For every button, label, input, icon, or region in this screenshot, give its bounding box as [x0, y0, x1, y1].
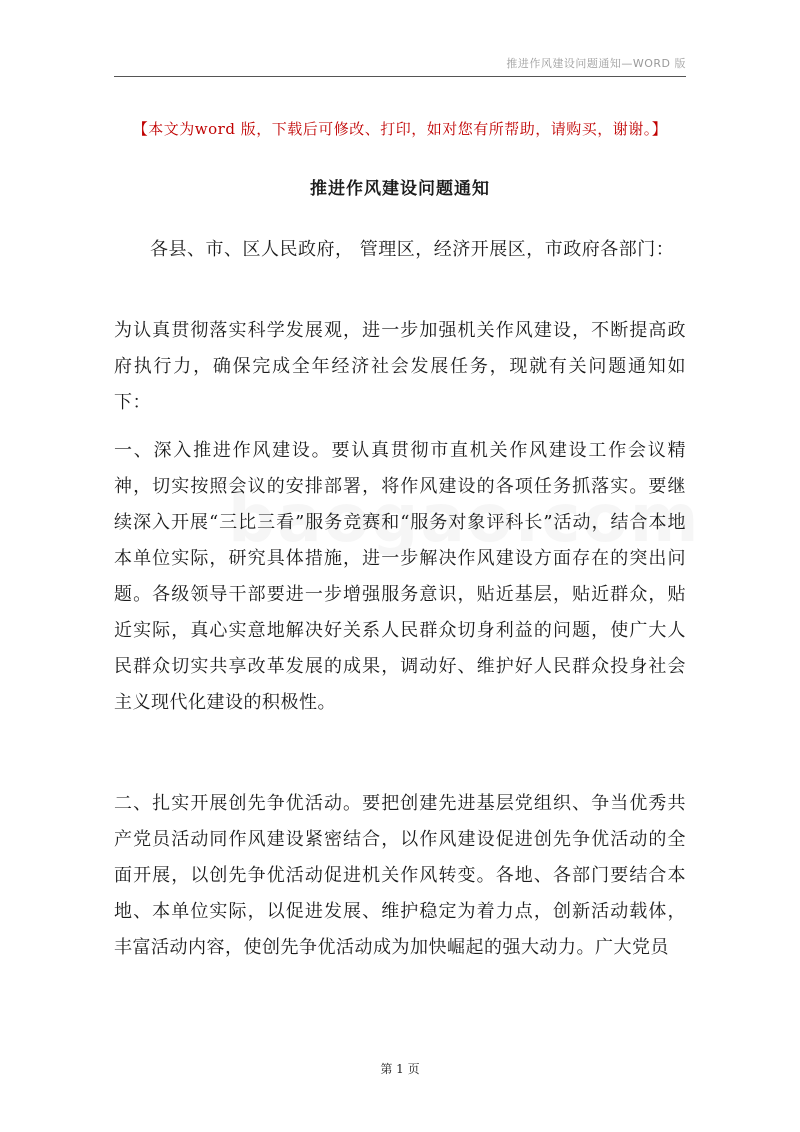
section-one-paragraph: 一、深入推进作风建设。要认真贯彻市直机关作风建设工作会议精神，切实按照会议的安排部署，将作风建设的各项任务抓落实。要继续深入开展“三比三看”服务竞赛和“服务对象评科长”活动，结合本地本单位实际，研究具体措施，进一步解决作风建设方面存在的突出问题。各级领导干部要进一步增强服务意识，贴近基层，贴近群众，贴近实际，真心实意地解决好关系人民群众切身利益的问题，使广大人民群众切实共享改革发展的成果，调动好、维护好人民群众投身社会主义现代化建设的积极性。: [114, 440, 686, 713]
purchase-notice: 【本文为word 版，下载后可修改、打印，如对您有所帮助，请购买，谢谢。】: [132, 120, 668, 138]
intro-paragraph: 为认真贯彻落实科学发展观，进一步加强机关作风建设，不断提高政府执行力，确保完成全年经济社会发展任务，现就有关问题通知如下：: [114, 320, 686, 413]
page-number: 第 1 页: [380, 1062, 420, 1076]
header-divider: [114, 76, 686, 77]
salutation: 各县、市、区人民政府， 管理区，经济开展区，市政府各部门：: [150, 239, 675, 260]
document-title: 推进作风建设问题通知: [310, 179, 490, 199]
running-header: 推进作风建设问题通知—WORD 版: [506, 57, 686, 70]
section-two-paragraph: 二、扎实开展创先争优活动。要把创建先进基层党组织、争当优秀共产党员活动同作风建设紧密结合，以作风建设促进创先争优活动的全面开展，以创先争优活动促进机关作风转变。各地、各部门要结合本地、本单位实际，以促进发展、维护稳定为着力点，创新活动载体，丰富活动内容，使创先争优活动成为加快崛起的强大动力。广大党员: [114, 793, 686, 958]
